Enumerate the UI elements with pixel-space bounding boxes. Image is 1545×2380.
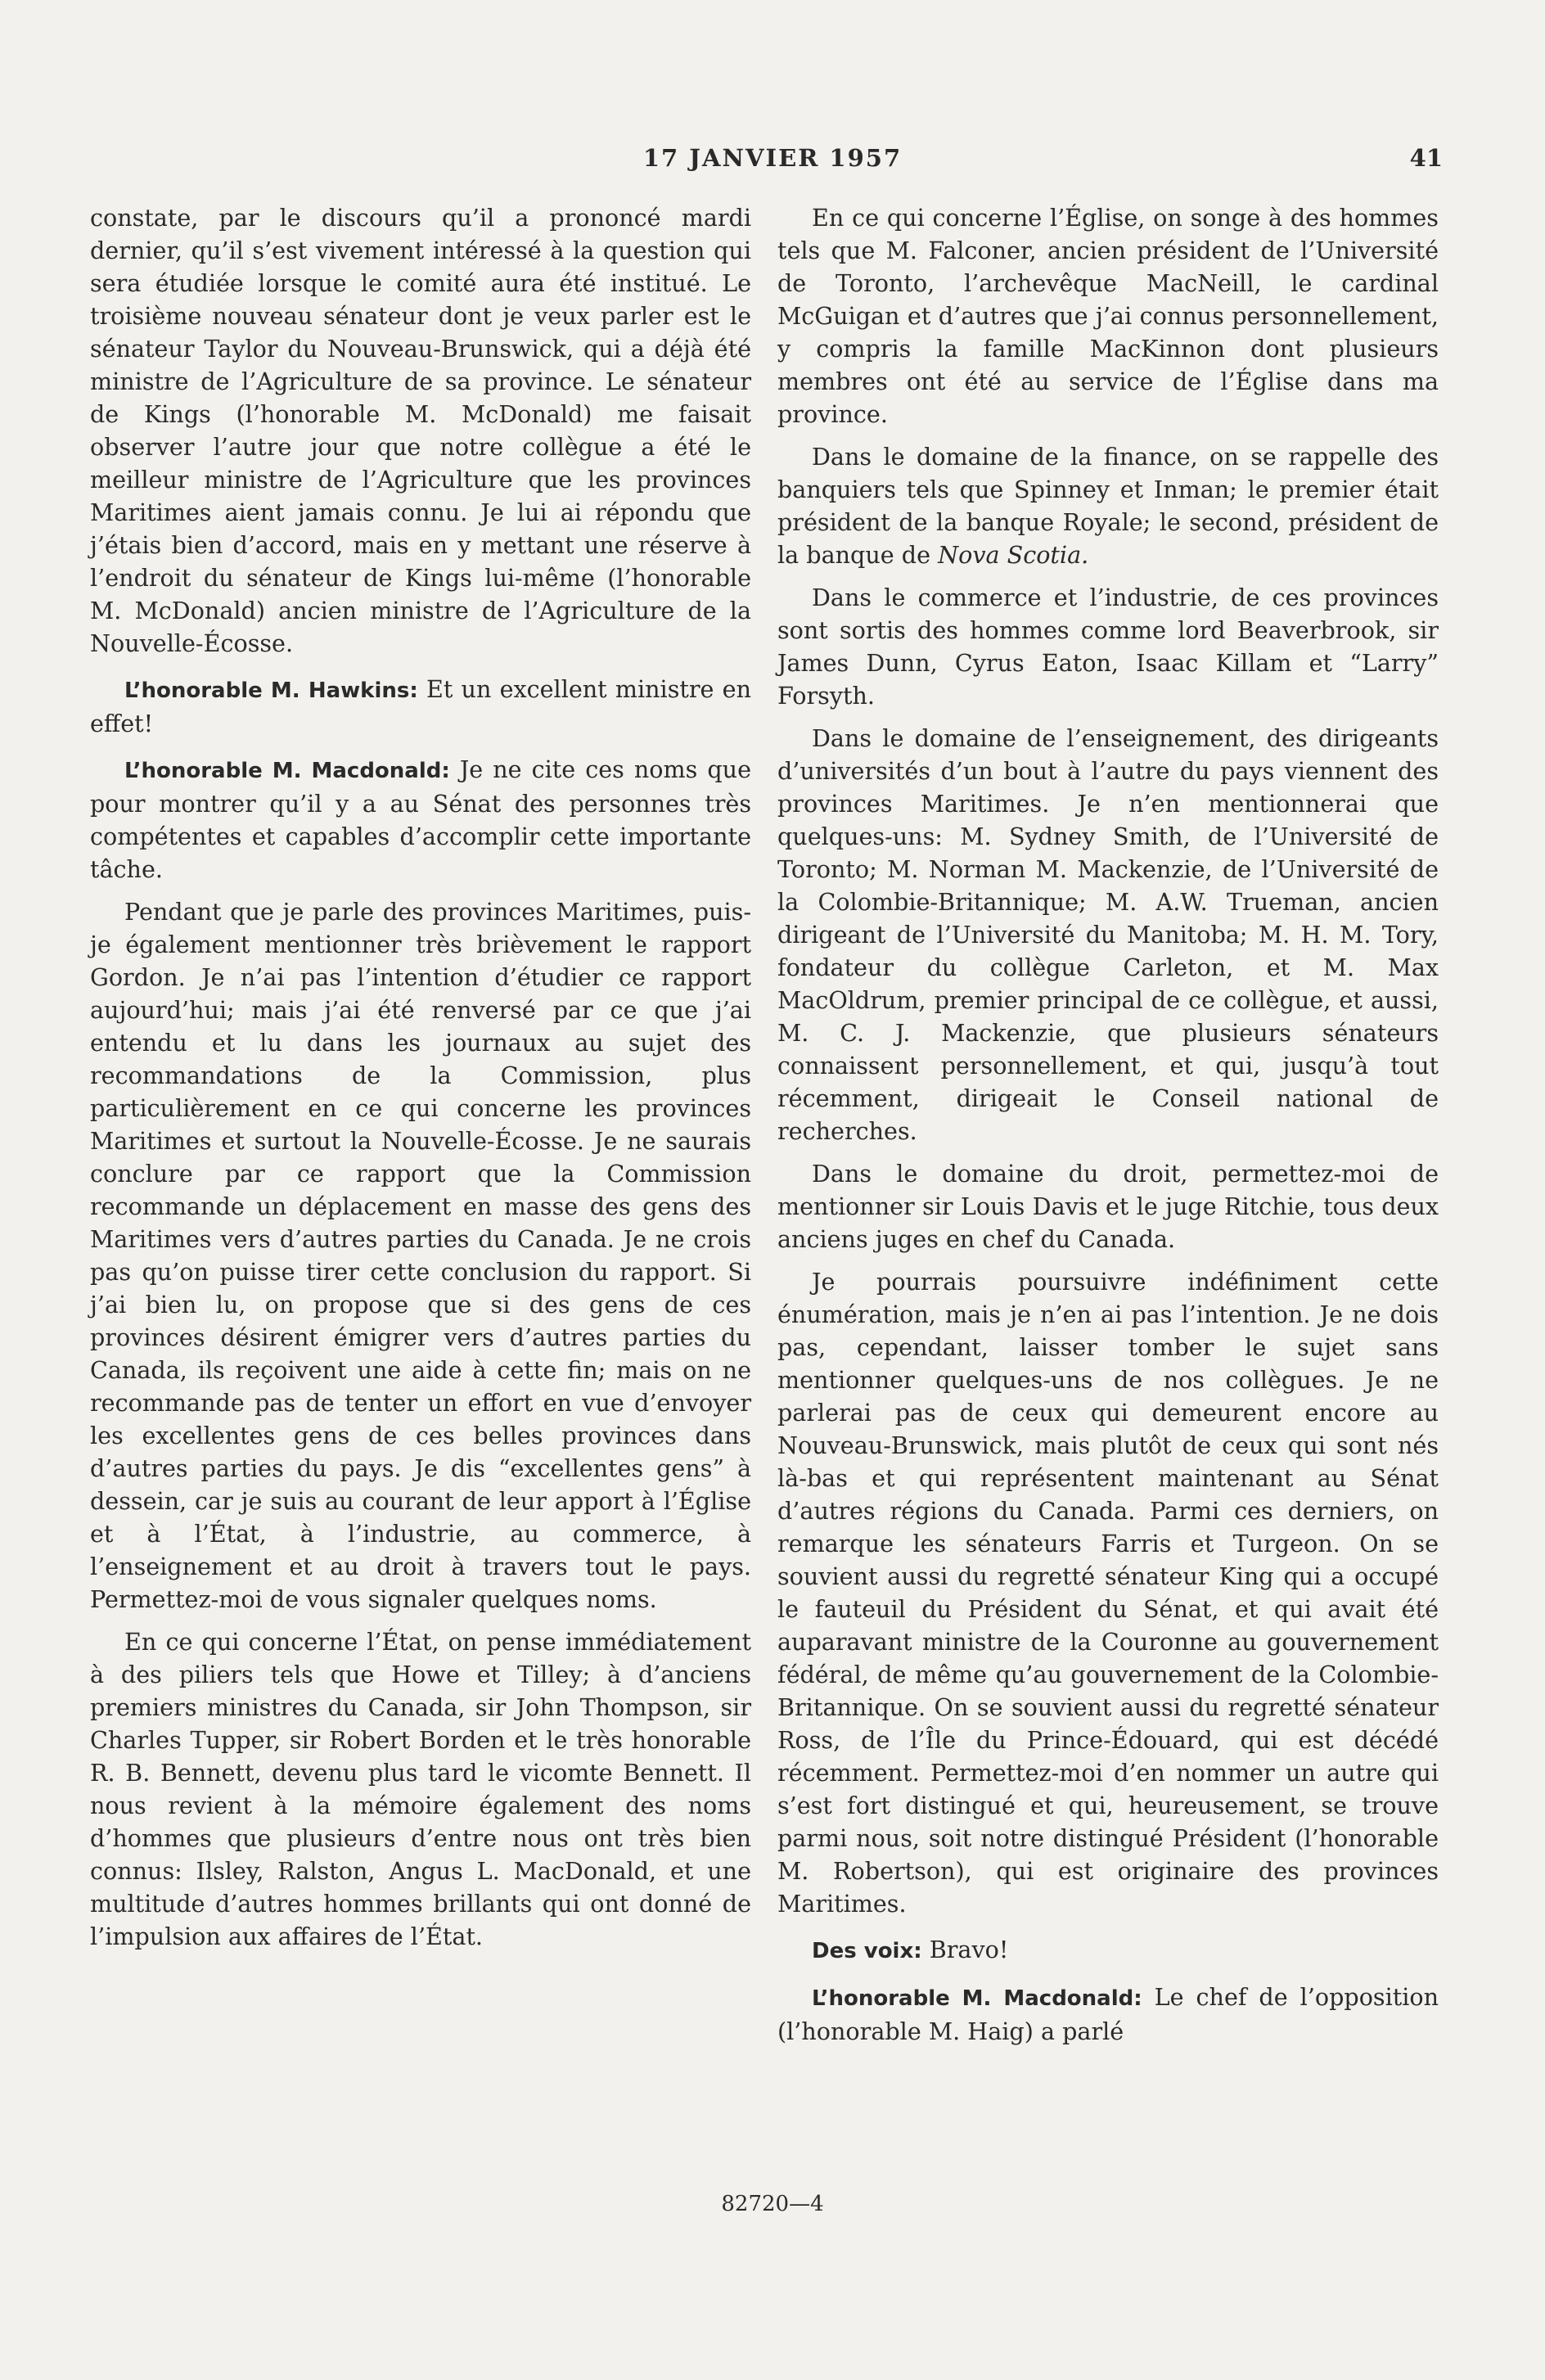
- speaker-name: L’honorable M. Macdonald:: [812, 1986, 1142, 2011]
- paragraph: Dans le domaine de l’enseignement, des dirigeants d’universités d’un bout à l’autre du pays viennent des provinces Maritimes. Je n’en mentionnerai que quelques-uns: M. Sydney Smith, de l’Université de Toronto; M. Norman M. Mackenzie, de l’Université de la Colombie-Britannique; M. A.W. Trueman, ancien dirigeant de l’Université du Manitoba; M. H. M. Tory, fondateur du collègue Carleton, et M. Max MacOldrum, premier principal de ce collègue, et aussi, M. C. J. Mackenzie, que plusieurs sénateurs connaissent personnellement, et qui, jusqu’à tout récemment, dirigeait le Conseil national de recherches.: [777, 724, 1439, 1145]
- page-date: 17 JANVIER 1957: [642, 144, 903, 172]
- speech-text: Et un excellent ministre en effet!: [90, 675, 752, 737]
- left-column: [90, 201, 751, 1963]
- page-number: 41: [1409, 144, 1443, 172]
- speech-paragraph: [90, 673, 751, 740]
- paragraph: En ce qui concerne l’État, on pense immédiatement à des piliers tels que Howe et Tilley; à d’anciens premiers ministres du Canada, sir John Thompson, sir Charles Tupper, sir Robert Borden et le très honorable R. B. Bennett, devenu plus tard le vicomte Bennett. Il nous revient à la mémoire également des noms d’hommes que plusieurs d’entre nous ont très bien connus: Ilsley, Ralston, Angus L. MacDonald, et une multitude d’autres hommes brillants qui ont donné de l’impulsion aux affaires de l’État.: [90, 1628, 751, 1950]
- right-column: [777, 201, 1439, 2058]
- paragraph: En ce qui concerne l’Église, on songe à des hommes tels que M. Falconer, ancien président de l’Université de Toronto, l’archevêque MacNeill, le cardinal McGuigan et d’autres que j’ai connus personnellement, y compris la famille MacKinnon dont plusieurs membres ont été au service de l’Église dans ma province.: [777, 204, 1439, 428]
- speaker-name: L’honorable M. Hawkins:: [124, 678, 418, 703]
- speech-paragraph: [777, 1933, 1439, 1968]
- paragraph: Dans le domaine du droit, permettez-moi de mentionner sir Louis Davis et le juge Ritchie, tous deux anciens juges en chef du Canada.: [777, 1160, 1439, 1253]
- speech-paragraph: [777, 1981, 1439, 2048]
- paragraph: Pendant que je parle des provinces Maritimes, puis-je également mentionner très brièvement le rapport Gordon. Je n’ai pas l’intention d’étudier ce rapport aujourd’hui; mais j’ai été renversé par ce que j’ai entendu et lu dans les journaux au sujet des recommandations de la Commission, plus particulièrement en ce qui concerne les provinces Maritimes et surtout la Nouvelle-Écosse. Je ne saurais conclure par ce rapport que la Commission recommande un déplacement en masse des gens des Maritimes vers d’autres parties du Canada. Je ne crois pas qu’on puisse tirer cette conclusion du rapport. Si j’ai bien lu, on propose que si des gens de ces provinces désirent émigrer vers d’autres parties du Canada, ils reçoivent une aide à cette fin; mais on ne recommande pas de tenter un effort en vue d’envoyer les excellentes gens de ces belles provinces dans d’autres parties du pays. Je dis “excellentes gens” à dessein, car je suis au courant de leur apport à l’Église et à l’État, à l’industrie, au commerce, à l’enseignement et au droit à travers tout le pays. Permettez-moi de vous signaler quelques noms.: [90, 898, 751, 1613]
- speech-paragraph: [90, 753, 751, 886]
- italic-bank-name: Nova Scotia.: [938, 541, 1089, 569]
- speech-text: Le chef de l’opposition (l’honorable M. Haig) a parlé: [777, 1983, 1439, 2045]
- paragraph-text: Dans le domaine de la finance, on se rappelle des banquiers tels que Spinney et Inman; le premier était président de la banque Royale; le second, président de la banque de: [777, 443, 1439, 569]
- page-footer-code: 82720—4: [721, 2192, 824, 2216]
- paragraph: Je pourrais poursuivre indéfiniment cette énumération, mais je n’en ai pas l’intention. Je ne dois pas, cependant, laisser tomber le sujet sans mentionner quelques-uns de nos collègues. Je ne parlerai pas de ceux qui demeurent encore au Nouveau-Brunswick, mais plutôt de ceux qui sont nés là-bas et qui représentent maintenant au Sénat d’autres régions du Canada. Parmi ces derniers, on remarque les sénateurs Farris et Turgeon. On se souvient aussi du regretté sénateur King qui a occupé le fauteuil du Président du Sénat, et qui avait été auparavant ministre de la Couronne au gouvernement fédéral, de même qu’au gouvernement de la Colombie-Britannique. On se souvient aussi du regretté sénateur Ross, de l’Île du Prince-Édouard, qui est décédé récemment. Permettez-moi d’en nommer un autre qui s’est fort distingué et qui, heureusement, se trouve parmi nous, soit notre distingué Président (l’honorable M. Robertson), qui est originaire des provinces Maritimes.: [777, 1268, 1439, 1918]
- paragraph: Dans le commerce et l’industrie, de ces provinces sont sortis des hommes comme lord Beaverbrook, sir James Dunn, Cyrus Eaton, Isaac Killam et “Larry” Forsyth.: [777, 584, 1439, 710]
- speaker-name: Des voix:: [812, 1939, 922, 1963]
- page-header: [0, 144, 1545, 185]
- speech-text: Je ne cite ces noms que pour montrer qu’il y a au Sénat des personnes très compétentes et capables d’accomplir cette importante tâche.: [90, 755, 751, 883]
- paragraph: [777, 440, 1439, 571]
- paragraph: constate, par le discours qu’il a prononcé mardi dernier, qu’il s’est vivement intéressé à la question qui sera étudiée lorsque le comité aura été institué. Le troisième nouveau sénateur dont je veux parler est le sénateur Taylor du Nouveau-Brunswick, qui a déjà été ministre de l’Agriculture de sa province. Le sénateur de Kings (l’honorable M. McDonald) me faisait observer l’autre jour que notre collègue a été le meilleur ministre de l’Agriculture que les provinces Maritimes aient jamais connu. Je lui ai répondu que j’étais bien d’accord, mais en y mettant une réserve à l’endroit du sénateur de Kings lui-même (l’honorable M. McDonald) ancien ministre de l’Agriculture de la Nouvelle-Écosse.: [90, 204, 751, 657]
- speaker-name: L’honorable M. Macdonald:: [124, 759, 450, 783]
- speech-text: Bravo!: [921, 1936, 1009, 1963]
